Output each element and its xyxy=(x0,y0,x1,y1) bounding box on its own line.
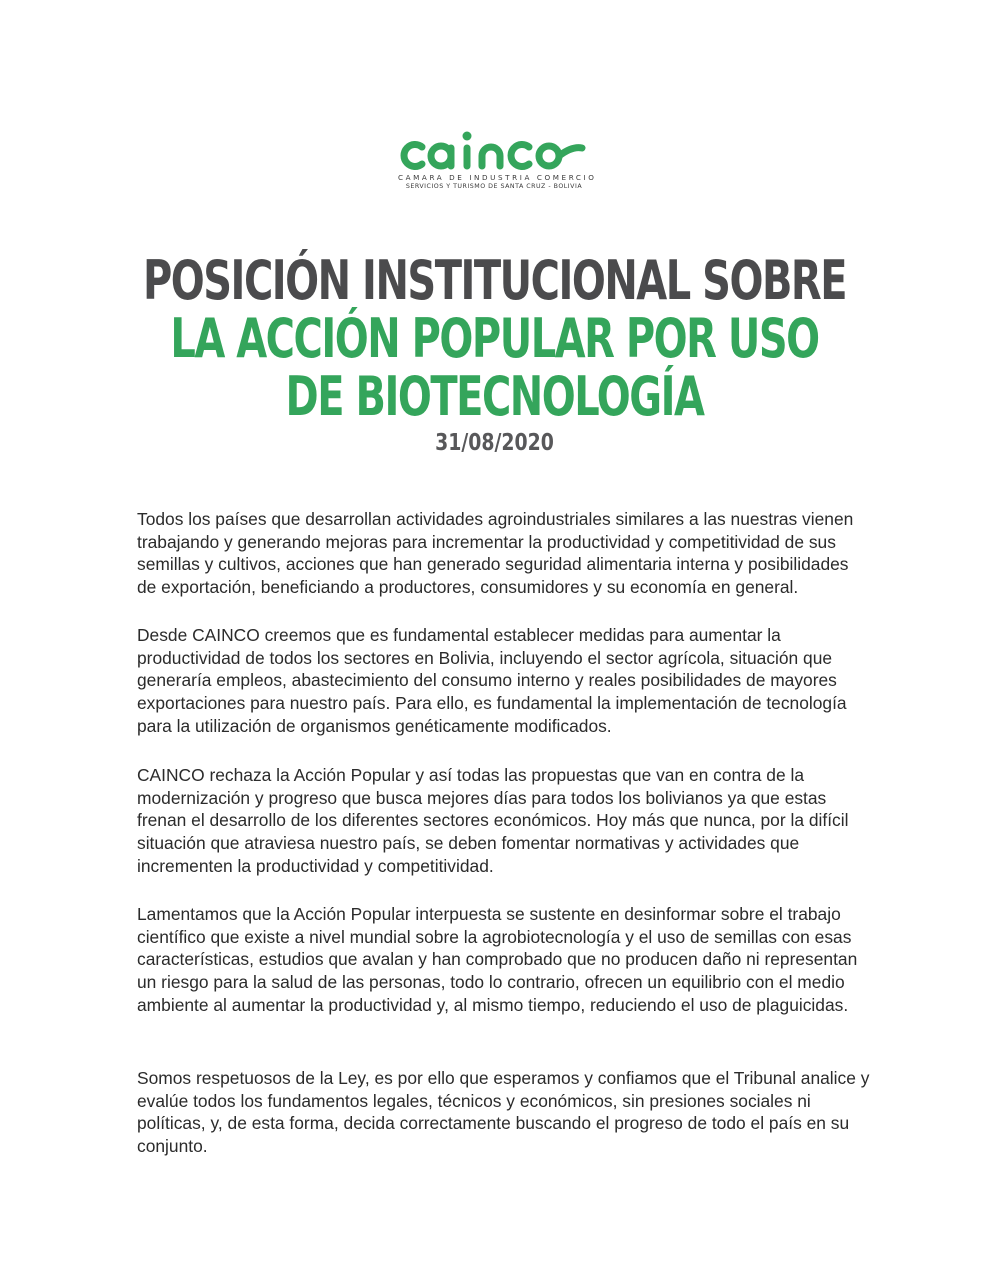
title-line-3: DE BIOTECNOLOGÍA xyxy=(285,365,704,428)
title-line-1: POSICIÓN INSTITUCIONAL SOBRE xyxy=(142,249,847,312)
title-line-2: LA ACCIÓN POPULAR POR USO xyxy=(170,307,819,370)
logo-subtitle-line1: CAMARA DE INDUSTRIA COMERCIO xyxy=(398,173,597,182)
document-date: 31/08/2020 xyxy=(435,430,554,456)
paragraph-4: Lamentamos que la Acción Popular interpuesta se sustente en desinformar sobre el trabajo científico que existe a nivel mundial sobre la agrobiotecnología y el uso de semillas con esas características, estudios que avalan y han comprobado que no producen daño ni representan un riesgo para la salud de las personas, todo lo contrario, ofrecen un equilibrio con el medio ambiente al aumentar la productividad y, al mismo tiempo, reduciendo el uso de plaguicidas. xyxy=(137,904,858,1015)
paragraph-3: CAINCO rechaza la Acción Popular y así todas las propuestas que van en contra de la modernización y progreso que busca mejores días para todos los bolivianos ya que estas frenan el desarrollo de los diferentes sectores económicos. Hoy más que nunca, por la difícil situación que atraviesa nuestro país, se deben fomentar normativas y actividades que incrementen la productividad y competitividad. xyxy=(137,765,849,876)
cainco-logo xyxy=(398,126,597,196)
paragraph-1: Todos los países que desarrollan actividades agroindustriales similares a las nuestras vienen trabajando y generando mejoras para incrementar la productividad y competitividad de sus semillas y cultivos, acciones que han generado seguridad alimentaria interna y posibilidades de exportación, beneficiando a productores, consumidores y su economía en general. xyxy=(137,509,854,598)
logo-subtitle-line2: SERVICIOS Y TURISMO DE SANTA CRUZ - BOLIVIA xyxy=(405,183,583,190)
paragraph-2: Desde CAINCO creemos que es fundamental establecer medidas para aumentar la productividad de todos los sectores en Bolivia, incluyendo el sector agrícola, situación que generaría empleos, abastecimiento del consumo interno y reales posibilidades de mayores exportaciones para nuestro país. Para ello, es fundamental la implementación de tecnología para la utilización de organismos genéticamente modificados. xyxy=(137,625,847,736)
cainco-wordmark-icon xyxy=(398,126,590,172)
paragraph-5: Somos respetuosos de la Ley, es por ello que esperamos y confiamos que el Tribunal analice y evalúe todos los fundamentos legales, técnicos y económicos, sin presiones sociales ni políticas, y, de esta forma, decida correctamente buscando el progreso de todo el país en su conjunto. xyxy=(137,1068,870,1157)
